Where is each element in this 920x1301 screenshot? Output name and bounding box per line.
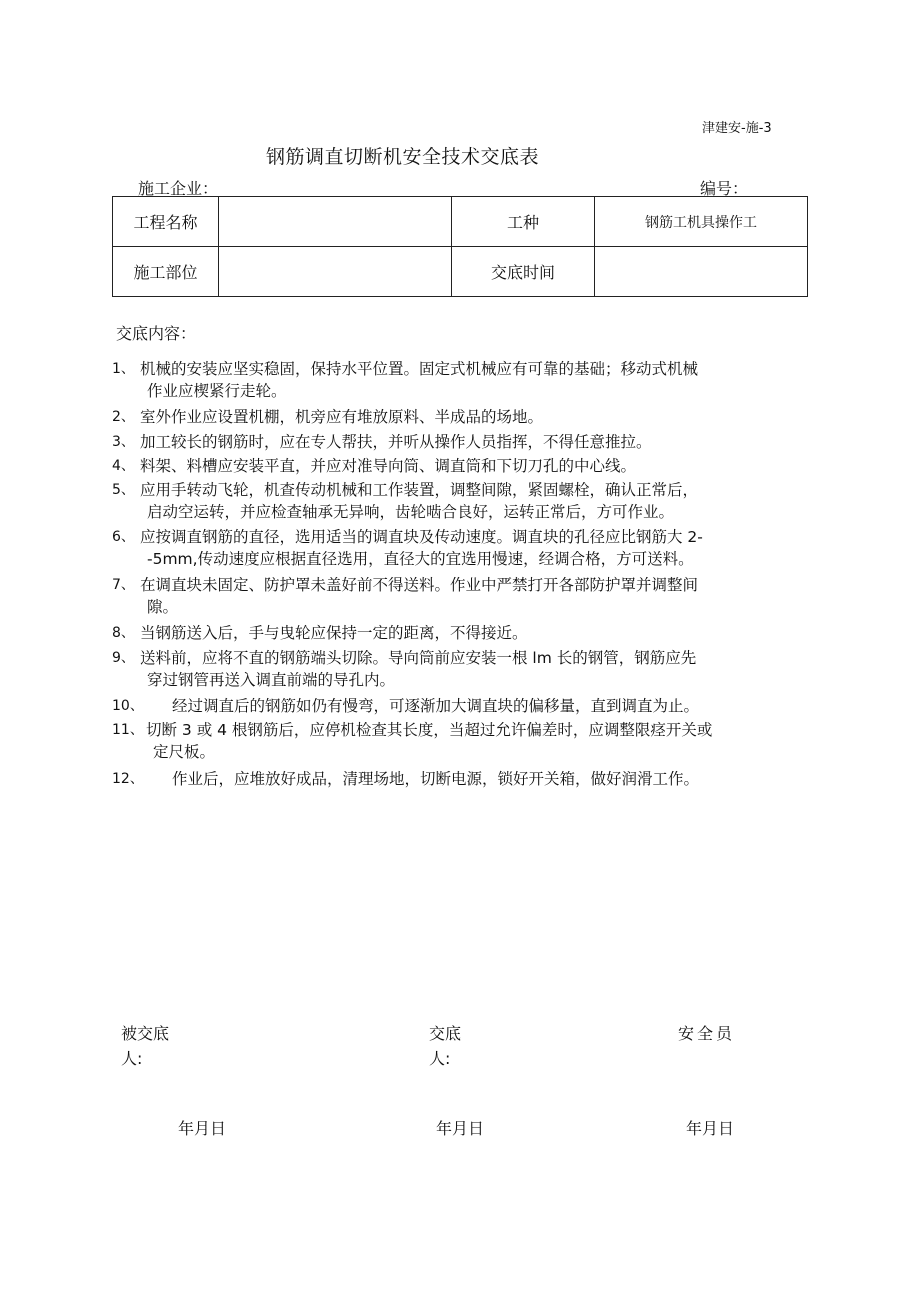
location-value[interactable] <box>219 247 452 297</box>
item-line: 作业后，应堆放好成品，清理场地，切断电源，锁好开关箱，做好润滑工作。 <box>172 770 700 788</box>
item-number: 7、 <box>112 577 135 593</box>
receiver-date: 年月日 <box>178 1119 227 1138</box>
item-line: 隙。 <box>147 598 179 616</box>
item-line: 作业应楔紧行走轮。 <box>147 382 287 400</box>
item-number: 4、 <box>112 458 135 474</box>
item-line: 切断 3 或 4 根钢筋后，应停机检查其长度，当超过允许偏差时，应调整限痉开关或 <box>146 721 713 739</box>
company-label: 施工企业： <box>138 179 219 198</box>
item-line: 应按调直钢筋的直径，选用适当的调直块及传动速度。调直块的孔径应比钢筋大 2- <box>140 528 703 546</box>
document-title: 钢筋调直切断机安全技术交底表 <box>266 146 540 168</box>
item-line: -5mm,传动速度应根据直径选用，直径大的宜选用慢速，经调合格，方可送料。 <box>147 550 694 568</box>
table-row <box>113 197 808 247</box>
item-number: 12、 <box>112 771 144 787</box>
list-item <box>112 574 812 618</box>
safety-officer-date: 年月日 <box>686 1119 735 1138</box>
table-row <box>113 247 808 297</box>
item-line: 定尺板。 <box>153 743 216 761</box>
giver-label-line1: 交底 <box>429 1024 462 1043</box>
list-item <box>112 768 812 790</box>
location-label: 施工部位 <box>113 247 219 297</box>
content-label: 交底内容： <box>116 324 197 343</box>
info-table <box>112 196 808 297</box>
list-item <box>112 719 812 763</box>
list-item <box>112 455 812 477</box>
item-number: 6、 <box>112 529 135 545</box>
item-line: 应用手转动飞轮，机查传动机械和工作装置，调整间隙，紧固螺栓，确认正常后， <box>140 481 699 499</box>
list-item <box>112 695 812 717</box>
receiver-label-line2: 人: <box>121 1049 143 1068</box>
item-line: 经过调直后的钢筋如仍有慢弯，可逐渐加大调直块的偏移量，直到调直为止。 <box>172 697 700 715</box>
project-name-label: 工程名称 <box>113 197 219 247</box>
list-item <box>112 431 812 453</box>
document-code: 津建安-施-3 <box>702 121 772 136</box>
list-item <box>112 622 812 644</box>
time-label: 交底时间 <box>452 247 595 297</box>
giver-label-line2: 人: <box>429 1049 451 1068</box>
item-line: 在调直块未固定、防护罩未盖好前不得送料。作业中严禁打开各部防护罩并调整间 <box>140 576 699 594</box>
receiver-label-line1: 被交底 <box>121 1024 170 1043</box>
item-number: 11、 <box>112 722 144 738</box>
trade-label: 工种 <box>452 197 595 247</box>
list-item <box>112 526 812 570</box>
safety-officer-label: 安全员 <box>678 1024 736 1043</box>
item-number: 8、 <box>112 625 135 641</box>
list-item <box>112 358 812 402</box>
list-item <box>112 647 812 691</box>
item-line: 机械的安装应坚实稳固，保持水平位置。固定式机械应有可靠的基础；移动式机械 <box>140 360 699 378</box>
time-value[interactable] <box>595 247 808 297</box>
item-line: 穿过钢管再送入调直前端的导孔内。 <box>147 671 396 689</box>
item-line: 室外作业应设置机棚，机旁应有堆放原料、半成品的场地。 <box>140 408 544 426</box>
giver-date: 年月日 <box>436 1119 485 1138</box>
list-item <box>112 479 812 523</box>
giver-signature <box>429 1021 461 1071</box>
item-line: 当钢筋送入后，手与曳轮应保持一定的距离，不得接近。 <box>140 624 528 642</box>
project-name-value[interactable] <box>219 197 452 247</box>
item-number: 9、 <box>112 650 135 666</box>
item-number: 1、 <box>112 361 135 377</box>
number-label: 编号： <box>700 179 749 198</box>
receiver-signature <box>121 1021 169 1071</box>
item-line: 启动空运转，并应检查轴承无异响，齿轮啮合良好，运转正常后，方可作业。 <box>147 503 675 521</box>
item-line: 料架、料槽应安装平直，并应对准导向筒、调直筒和下切刀孔的中心线。 <box>140 457 637 475</box>
item-line: 加工较长的钢筋时，应在专人帮扶，并听从操作人员指挥，不得任意推拉。 <box>140 433 652 451</box>
item-number: 2、 <box>112 409 135 425</box>
trade-value[interactable]: 钢筋工机具操作工 <box>595 197 808 247</box>
list-item <box>112 406 812 428</box>
item-line: 送料前，应将不直的钢筋端头切除。导向筒前应安装一根 lm 长的钢管，钢筋应先 <box>140 649 697 667</box>
item-number: 10、 <box>112 698 144 714</box>
item-number: 5、 <box>112 482 135 498</box>
item-number: 3、 <box>112 434 135 450</box>
